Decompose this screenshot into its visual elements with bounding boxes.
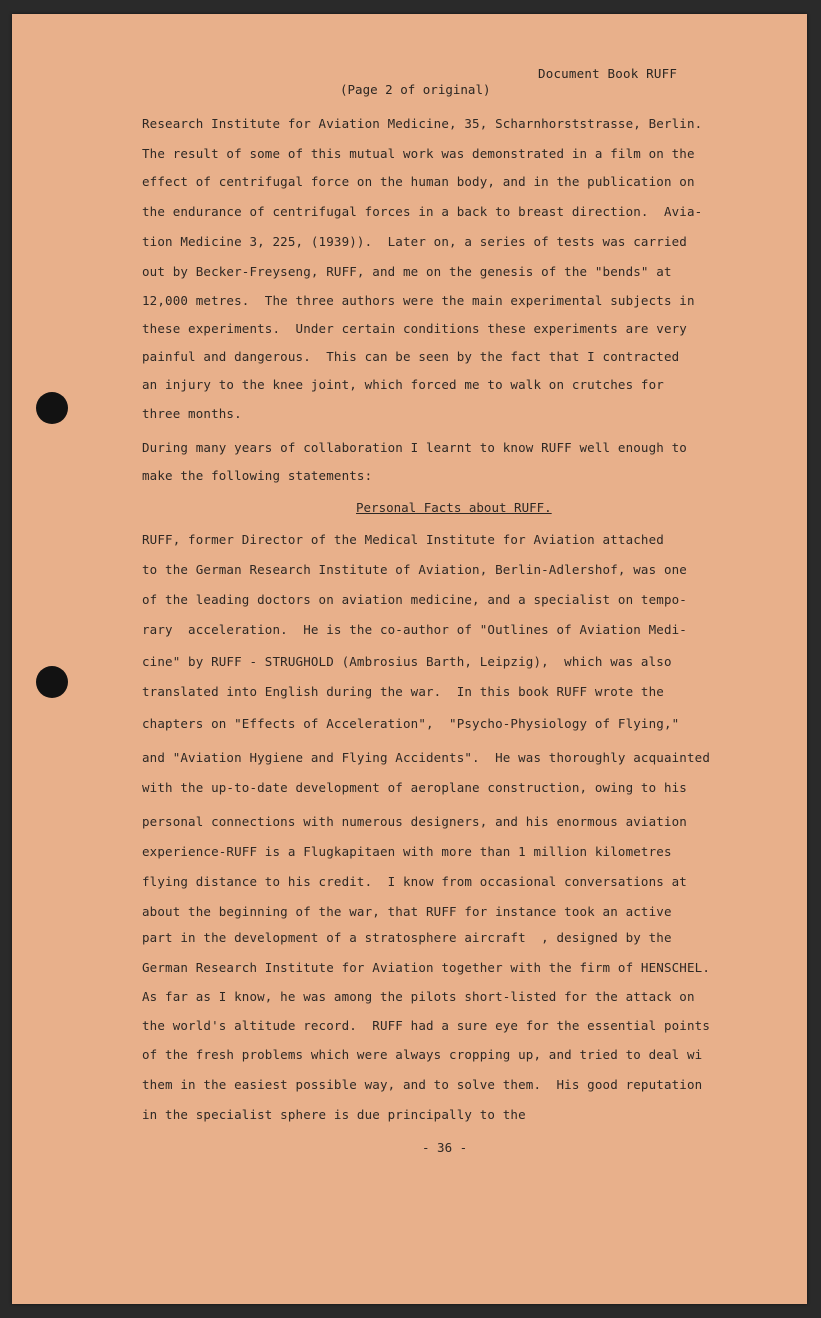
text-line: make the following statements:: [142, 468, 373, 483]
text-line: about the beginning of the war, that RUFF for instance took an active: [142, 904, 672, 919]
text-line: an injury to the knee joint, which forced me to walk on crutches for: [142, 377, 664, 392]
text-line: three months.: [142, 406, 242, 421]
text-line: translated into English during the war. In this book RUFF wrote the: [142, 684, 664, 699]
text-line: experience-RUFF is a Flugkapitaen with more than 1 million kilometres: [142, 844, 672, 859]
text-line: of the leading doctors on aviation medicine, and a specialist on tempo-: [142, 592, 687, 607]
text-line: painful and dangerous. This can be seen by the fact that I contracted: [142, 349, 680, 364]
text-line: with the up-to-date development of aeroplane construction, owing to his: [142, 780, 687, 795]
text-line: part in the development of a stratosphere aircraft , designed by the: [142, 930, 672, 945]
text-line: During many years of collaboration I learnt to know RUFF well enough to: [142, 440, 687, 455]
text-line: rary acceleration. He is the co-author of "Outlines of Aviation Medi-: [142, 622, 687, 637]
document-book-label: Document Book RUFF: [538, 66, 678, 81]
page-number: - 36 -: [422, 1140, 468, 1155]
text-line: chapters on "Effects of Acceleration", "Psycho-Physiology of Flying,": [142, 716, 680, 731]
text-line: to the German Research Institute of Aviation, Berlin-Adlershof, was one: [142, 562, 687, 577]
text-line: these experiments. Under certain conditions these experiments are very: [142, 321, 687, 336]
punch-hole-top: [36, 392, 68, 424]
punch-hole-bottom: [36, 666, 68, 698]
text-line: the endurance of centrifugal forces in a back to breast direction. Avia-: [142, 204, 703, 219]
text-line: As far as I know, he was among the pilots short-listed for the attack on: [142, 989, 695, 1004]
text-line: the world's altitude record. RUFF had a sure eye for the essential points: [142, 1018, 710, 1033]
text-line: Research Institute for Aviation Medicine, 35, Scharnhorststrasse, Berlin.: [142, 116, 703, 131]
text-line: and "Aviation Hygiene and Flying Accidents". He was thoroughly acquainted: [142, 750, 710, 765]
text-line: personal connections with numerous designers, and his enormous aviation: [142, 814, 687, 829]
text-line: cine" by RUFF - STRUGHOLD (Ambrosius Barth, Leipzig), which was also: [142, 654, 672, 669]
text-line: in the specialist sphere is due principally to the: [142, 1107, 526, 1122]
document-page: [12, 14, 807, 1304]
page-of-original-label: (Page 2 of original): [340, 82, 491, 97]
text-line: flying distance to his credit. I know from occasional conversations at: [142, 874, 687, 889]
text-line: them in the easiest possible way, and to solve them. His good reputation: [142, 1077, 703, 1092]
text-line: 12,000 metres. The three authors were the main experimental subjects in: [142, 293, 695, 308]
text-line: RUFF, former Director of the Medical Institute for Aviation attached: [142, 532, 664, 547]
text-line: The result of some of this mutual work was demonstrated in a film on the: [142, 146, 695, 161]
text-line: of the fresh problems which were always cropping up, and tried to deal wi: [142, 1047, 703, 1062]
text-line: tion Medicine 3, 225, (1939)). Later on, a series of tests was carried: [142, 234, 687, 249]
section-heading: Personal Facts about RUFF.: [356, 500, 552, 515]
text-line: out by Becker-Freyseng, RUFF, and me on the genesis of the "bends" at: [142, 264, 672, 279]
text-line: effect of centrifugal force on the human body, and in the publication on: [142, 174, 695, 189]
text-line: German Research Institute for Aviation together with the firm of HENSCHEL.: [142, 960, 710, 975]
